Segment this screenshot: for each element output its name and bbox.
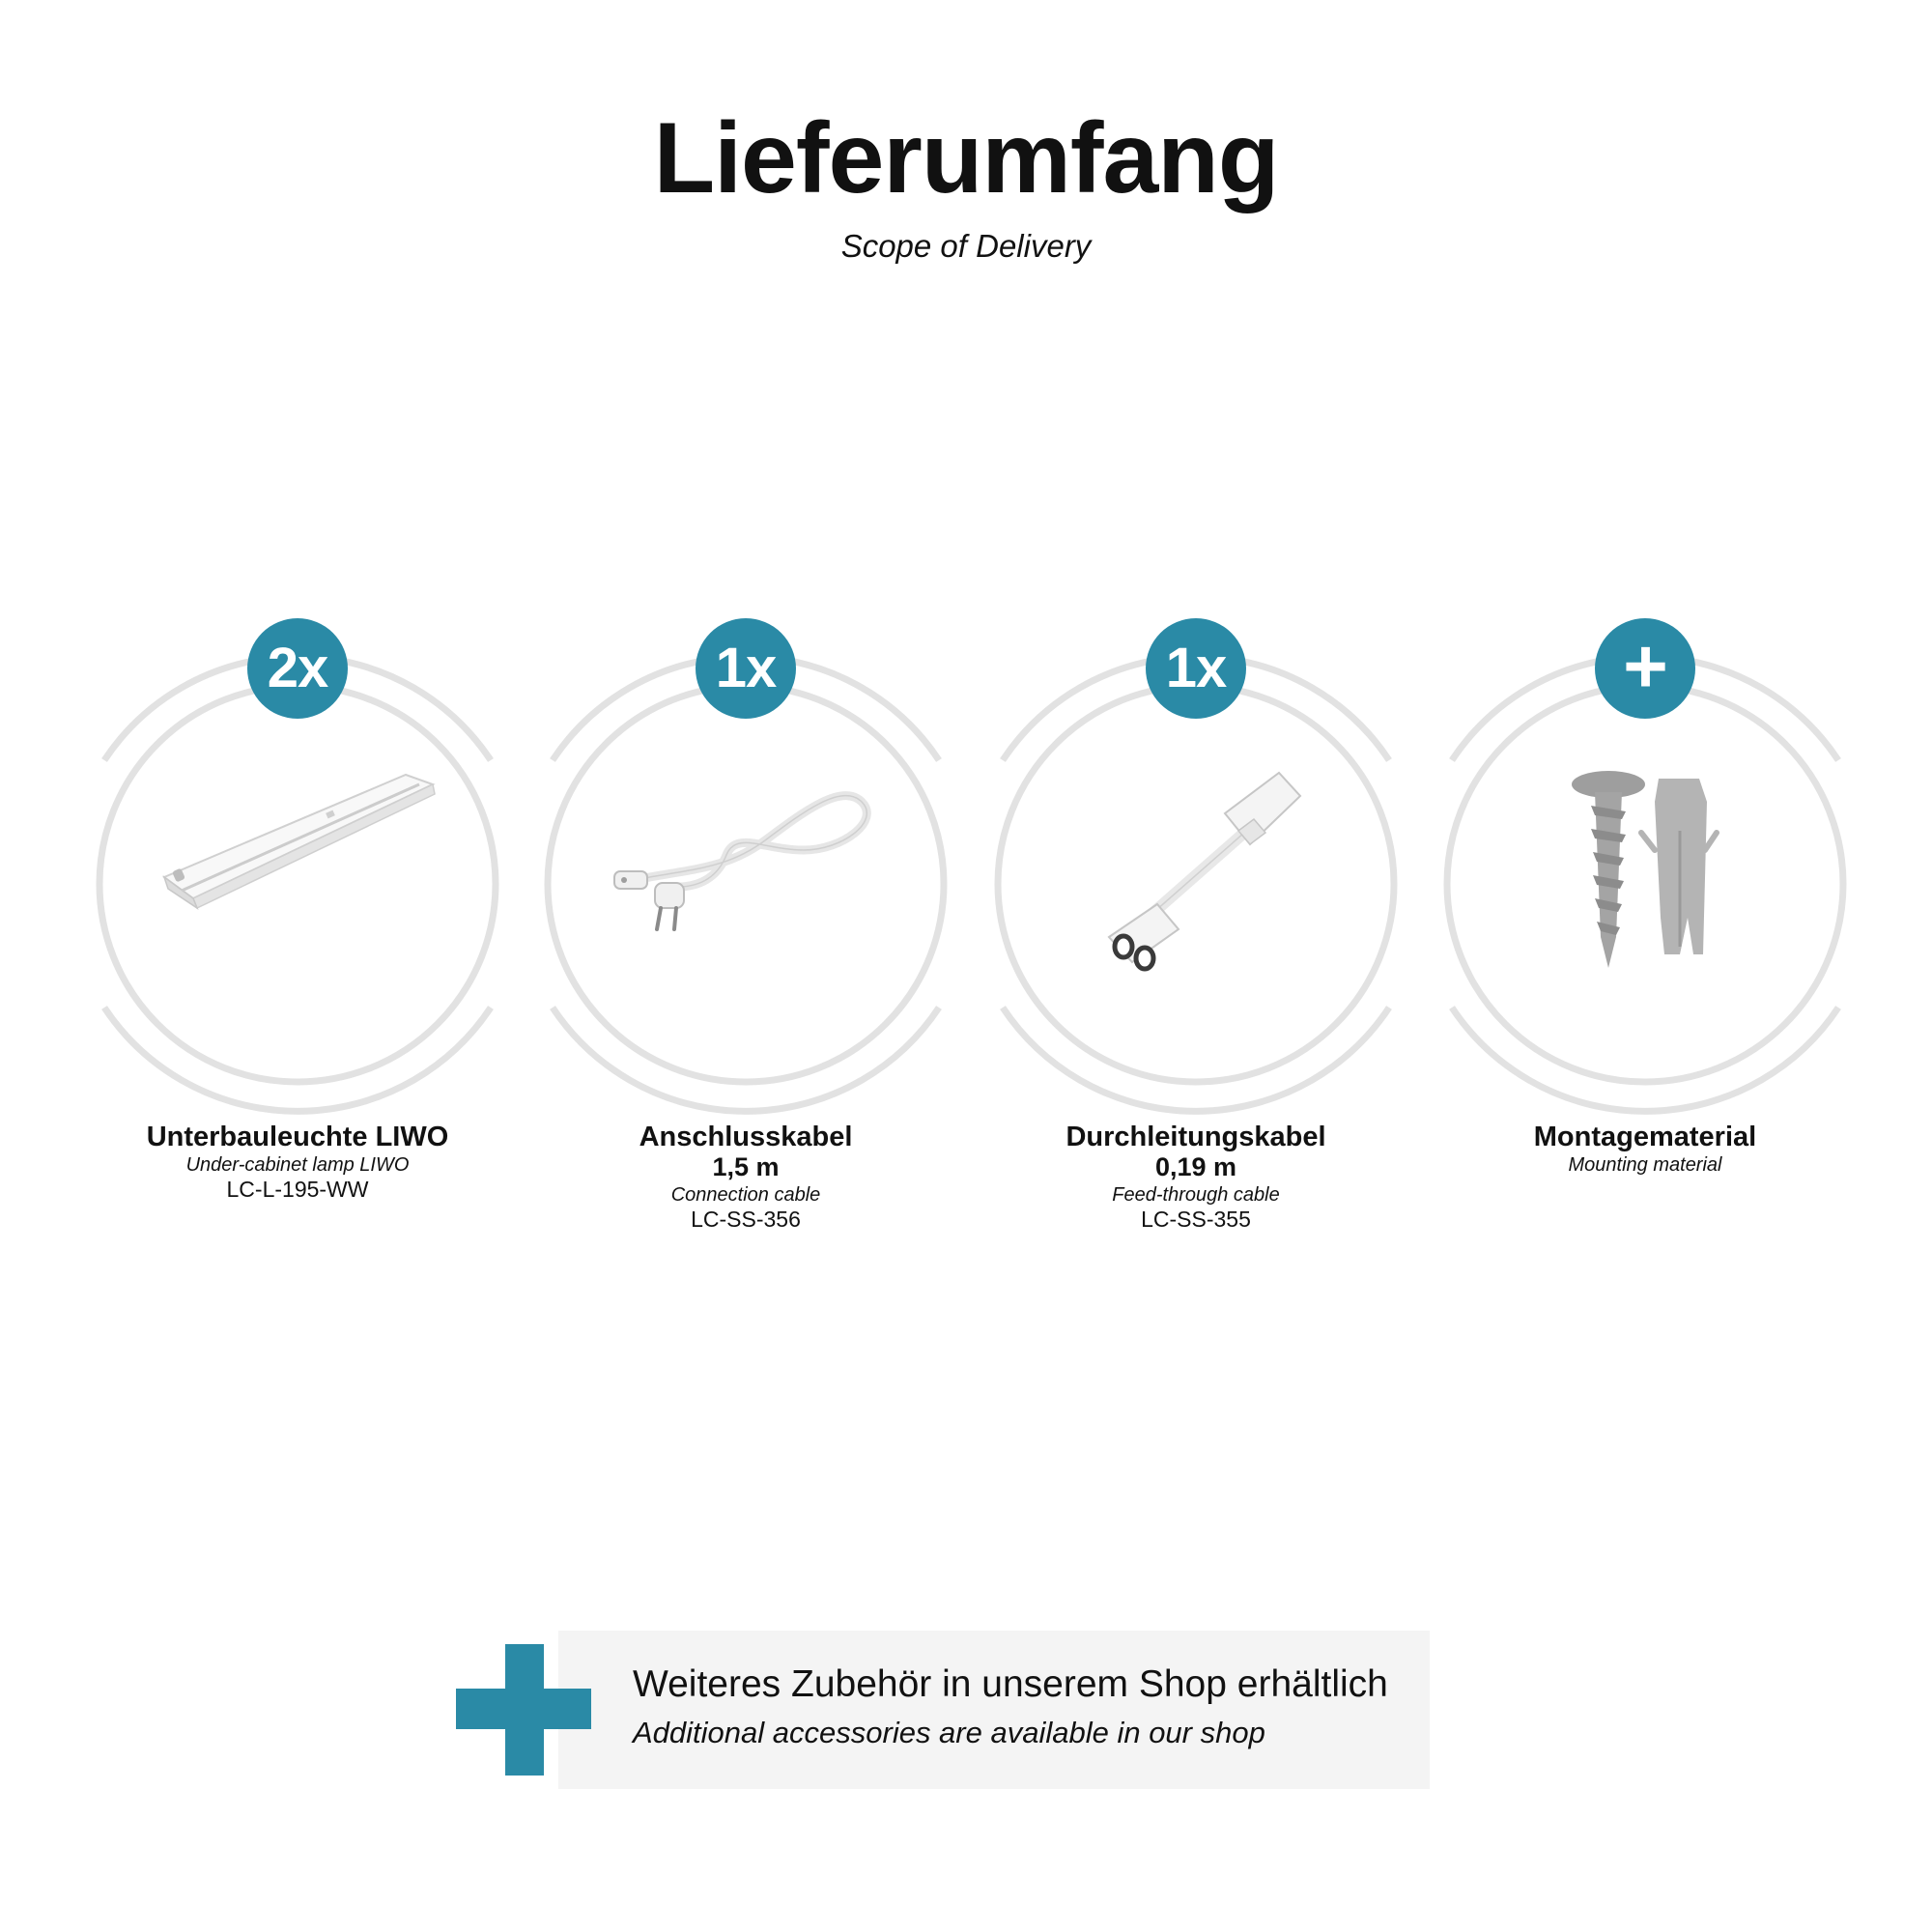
item-length: 0,19 m bbox=[1154, 1152, 1237, 1182]
quantity-badge: 2x bbox=[247, 618, 348, 719]
feed-through-cable-icon bbox=[1051, 763, 1341, 995]
quantity-badge: 1x bbox=[696, 618, 796, 719]
under-cabinet-lamp-icon bbox=[153, 763, 442, 995]
item-code: LC-SS-356 bbox=[691, 1206, 801, 1232]
accessories-text-en: Additional accessories are available in our shop bbox=[633, 1716, 1265, 1749]
item-name: Anschlusskabel bbox=[639, 1122, 853, 1152]
item-name: Durchleitungskabel bbox=[1065, 1122, 1326, 1152]
plus-badge: + bbox=[1595, 618, 1695, 719]
screw-and-dowel-icon bbox=[1500, 763, 1790, 995]
quantity-badge: 1x bbox=[1146, 618, 1246, 719]
item-code: LC-L-195-WW bbox=[226, 1177, 369, 1203]
item-name: Unterbauleuchte LIWO bbox=[146, 1122, 449, 1152]
item-name-en: Feed-through cable bbox=[1112, 1183, 1280, 1206]
item-name-en: Under-cabinet lamp LIWO bbox=[185, 1154, 410, 1177]
page-subtitle: Scope of Delivery bbox=[840, 228, 1092, 264]
delivery-item-lamp bbox=[95, 609, 500, 1265]
item-name-en: Mounting material bbox=[1568, 1154, 1722, 1177]
delivery-item-feed-through-cable bbox=[993, 609, 1399, 1265]
item-name: Montagematerial bbox=[1533, 1122, 1757, 1152]
item-code: LC-SS-355 bbox=[1141, 1206, 1251, 1232]
accessories-text-de: Weiteres Zubehör in unserem Shop erhältlich bbox=[633, 1663, 1388, 1705]
page-title: Lieferumfang bbox=[653, 102, 1279, 214]
delivery-item-connection-cable bbox=[543, 609, 949, 1265]
plus-icon bbox=[456, 1644, 591, 1776]
delivery-item-mounting-material bbox=[1442, 609, 1848, 1265]
item-name-en: Connection cable bbox=[670, 1183, 821, 1206]
connection-cable-icon bbox=[601, 763, 891, 995]
item-length: 1,5 m bbox=[712, 1152, 780, 1182]
accessories-banner bbox=[558, 1631, 1430, 1789]
